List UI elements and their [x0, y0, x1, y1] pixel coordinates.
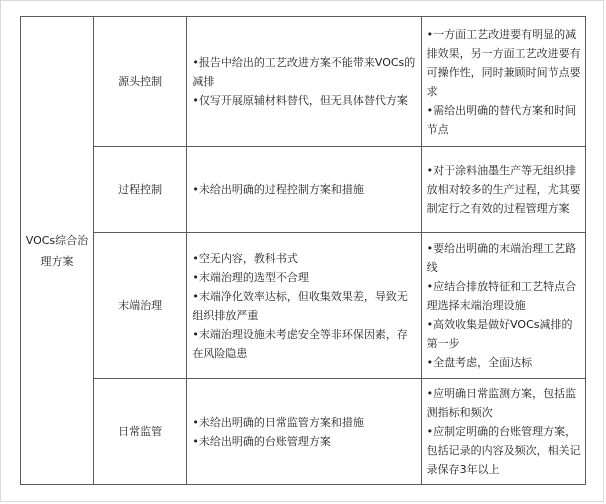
problem-item: •末端治理设施未考虑安全等非环保因素，存在风险隐患	[192, 327, 408, 360]
suggestion-item: •全盘考虑，全面达标	[426, 356, 533, 369]
category-label-end-treatment: 末端治理	[118, 299, 163, 312]
table-row	[21, 233, 586, 379]
problem-item: •报告中给出的工艺改进方案不能带来VOCs的减排	[192, 56, 416, 88]
category-label-process-control: 过程控制	[118, 183, 163, 196]
problems-cell	[187, 147, 421, 233]
group-label-cell	[21, 17, 94, 485]
problems-cell	[187, 17, 421, 147]
suggestion-item: •应制定明确的台账管理方案，包括记录的内容及频次，相关记录保存3年以上	[426, 425, 581, 476]
table-row	[21, 147, 586, 233]
vocs-plan-table	[20, 16, 586, 485]
category-cell	[93, 233, 186, 379]
problem-item: •末端治理的选型不合理	[192, 270, 309, 284]
table-row	[21, 379, 586, 485]
suggestions-cell	[421, 379, 585, 485]
group-label: VOCs综合治理方案	[25, 233, 89, 268]
category-label-daily-supervision: 日常监管	[118, 425, 163, 438]
problem-item: •未给出明确的过程控制方案和措施	[192, 183, 364, 196]
category-cell	[93, 17, 186, 147]
suggestions-cell	[421, 147, 585, 233]
category-cell	[93, 147, 186, 233]
suggestion-item: •一方面工艺改进要有明显的减排效果，另一方面工艺改进要有可操作性，同时兼顾时间节点要求	[426, 27, 581, 98]
suggestions-cell	[421, 17, 585, 147]
suggestion-item: •应明确日常监测方案，包括监测指标和频次	[426, 387, 577, 419]
problem-item: •未给出明确的台账管理方案	[192, 434, 331, 448]
suggestion-item: •高效收集是做好VOCs减排的第一步	[426, 318, 573, 350]
category-label-source-control: 源头控制	[118, 75, 163, 88]
suggestion-item: •需给出明确的替代方案和时间节点	[426, 103, 577, 136]
suggestion-item: •要给出明确的末端治理工艺路线	[426, 242, 577, 274]
problems-cell	[187, 379, 421, 485]
suggestion-item: •应结合排放特征和工艺特点合理选择末端治理设施	[426, 280, 577, 312]
table-row	[21, 17, 586, 147]
problem-item: •末端净化效率达标，但收集效果差，导致无组织排放严重	[192, 289, 408, 322]
problem-item: •仅写开展原辅材料替代，但无具体替代方案	[192, 94, 408, 107]
suggestion-item: •对于涂料油墨生产等无组织排放相对较多的生产过程，尤其要制定行之有效的过程管理方案	[426, 164, 581, 215]
problem-item: •空无内容，教科书式	[192, 251, 298, 265]
problems-cell	[187, 233, 421, 379]
problem-item: •未给出明确的日常监管方案和措施	[192, 415, 364, 429]
suggestions-cell	[421, 233, 585, 379]
category-cell	[93, 379, 186, 485]
